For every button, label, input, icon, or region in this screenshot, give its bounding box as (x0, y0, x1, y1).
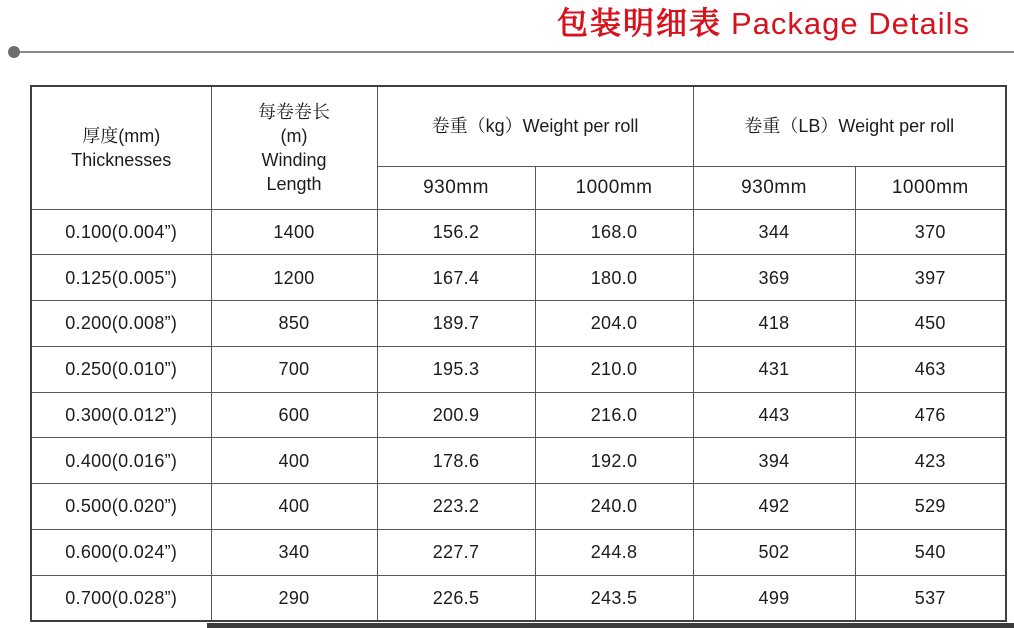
subcol-kg-1000mm-header: 1000mm (535, 166, 693, 209)
cell-winding-length: 1200 (211, 255, 377, 301)
col-thickness-header (31, 86, 211, 209)
cell-lb-1000: 397 (855, 255, 1006, 301)
cell-winding-length: 400 (211, 438, 377, 484)
cell-thickness: 0.100(0.004”) (31, 209, 211, 255)
table-row (31, 438, 1006, 484)
cell-thickness: 0.600(0.024”) (31, 529, 211, 575)
cell-lb-1000: 463 (855, 346, 1006, 392)
subcol-lb-930mm-header: 930mm (693, 166, 855, 209)
cell-kg-930: 156.2 (377, 209, 535, 255)
cell-kg-930: 223.2 (377, 484, 535, 530)
cell-kg-930: 167.4 (377, 255, 535, 301)
cell-lb-1000: 529 (855, 484, 1006, 530)
table-row (31, 209, 1006, 255)
cell-winding-length: 600 (211, 392, 377, 438)
table-row (31, 301, 1006, 347)
col-winding-header-en1: Winding (261, 149, 327, 170)
cell-kg-930: 178.6 (377, 438, 535, 484)
cell-kg-1000: 192.0 (535, 438, 693, 484)
package-details-table (30, 85, 1007, 622)
cell-kg-930: 227.7 (377, 529, 535, 575)
table-row (31, 529, 1006, 575)
cell-thickness: 0.700(0.028”) (31, 575, 211, 621)
cell-thickness: 0.250(0.010”) (31, 346, 211, 392)
cell-lb-930: 492 (693, 484, 855, 530)
cell-lb-930: 502 (693, 529, 855, 575)
cell-lb-1000: 450 (855, 301, 1006, 347)
cell-winding-length: 400 (211, 484, 377, 530)
page-title-zh: 包装明细表 (556, 6, 722, 41)
cell-kg-1000: 168.0 (535, 209, 693, 255)
table-row (31, 392, 1006, 438)
col-winding-header-en2: Length (266, 173, 322, 194)
table-row (31, 484, 1006, 530)
table-row (31, 255, 1006, 301)
cell-lb-1000: 540 (855, 529, 1006, 575)
table-row (31, 346, 1006, 392)
cell-lb-1000: 423 (855, 438, 1006, 484)
cell-lb-930: 431 (693, 346, 855, 392)
subcol-kg-930mm-header: 930mm (377, 166, 535, 209)
cell-kg-930: 226.5 (377, 575, 535, 621)
cell-thickness: 0.500(0.020”) (31, 484, 211, 530)
bottom-bar (207, 623, 1014, 628)
cell-winding-length: 1400 (211, 209, 377, 255)
cell-lb-930: 369 (693, 255, 855, 301)
cell-lb-1000: 537 (855, 575, 1006, 621)
cell-kg-930: 200.9 (377, 392, 535, 438)
cell-lb-1000: 370 (855, 209, 1006, 255)
cell-thickness: 0.400(0.016”) (31, 438, 211, 484)
header-group-row (31, 86, 1006, 166)
cell-lb-930: 443 (693, 392, 855, 438)
cell-kg-1000: 210.0 (535, 346, 693, 392)
cell-winding-length: 850 (211, 301, 377, 347)
cell-thickness: 0.125(0.005”) (31, 255, 211, 301)
cell-kg-930: 189.7 (377, 301, 535, 347)
cell-thickness: 0.200(0.008”) (31, 301, 211, 347)
cell-winding-length: 340 (211, 529, 377, 575)
col-thickness-header-zh: 厚度(mm) (82, 125, 161, 146)
cell-thickness: 0.300(0.012”) (31, 392, 211, 438)
col-thickness-header-en: Thicknesses (71, 149, 172, 170)
top-rule-dot (8, 46, 20, 58)
col-winding-header-unit: (m) (280, 125, 308, 146)
top-rule (14, 51, 1014, 53)
cell-lb-930: 344 (693, 209, 855, 255)
group-weight-lb-header: 卷重（LB）Weight per roll (693, 86, 1006, 166)
table-row (31, 575, 1006, 621)
cell-winding-length: 290 (211, 575, 377, 621)
cell-lb-930: 418 (693, 301, 855, 347)
cell-kg-1000: 180.0 (535, 255, 693, 301)
page-title (557, 2, 970, 46)
cell-winding-length: 700 (211, 346, 377, 392)
cell-kg-930: 195.3 (377, 346, 535, 392)
subcol-lb-1000mm-header: 1000mm (855, 166, 1006, 209)
cell-lb-930: 499 (693, 575, 855, 621)
cell-kg-1000: 240.0 (535, 484, 693, 530)
cell-kg-1000: 204.0 (535, 301, 693, 347)
col-winding-length-header (211, 86, 377, 209)
cell-lb-930: 394 (693, 438, 855, 484)
group-weight-kg-header: 卷重（kg）Weight per roll (377, 86, 693, 166)
page-title-en: Package Details (730, 6, 970, 41)
cell-kg-1000: 244.8 (535, 529, 693, 575)
col-winding-header-zh: 每卷卷长 (258, 101, 330, 122)
cell-lb-1000: 476 (855, 392, 1006, 438)
cell-kg-1000: 216.0 (535, 392, 693, 438)
cell-kg-1000: 243.5 (535, 575, 693, 621)
